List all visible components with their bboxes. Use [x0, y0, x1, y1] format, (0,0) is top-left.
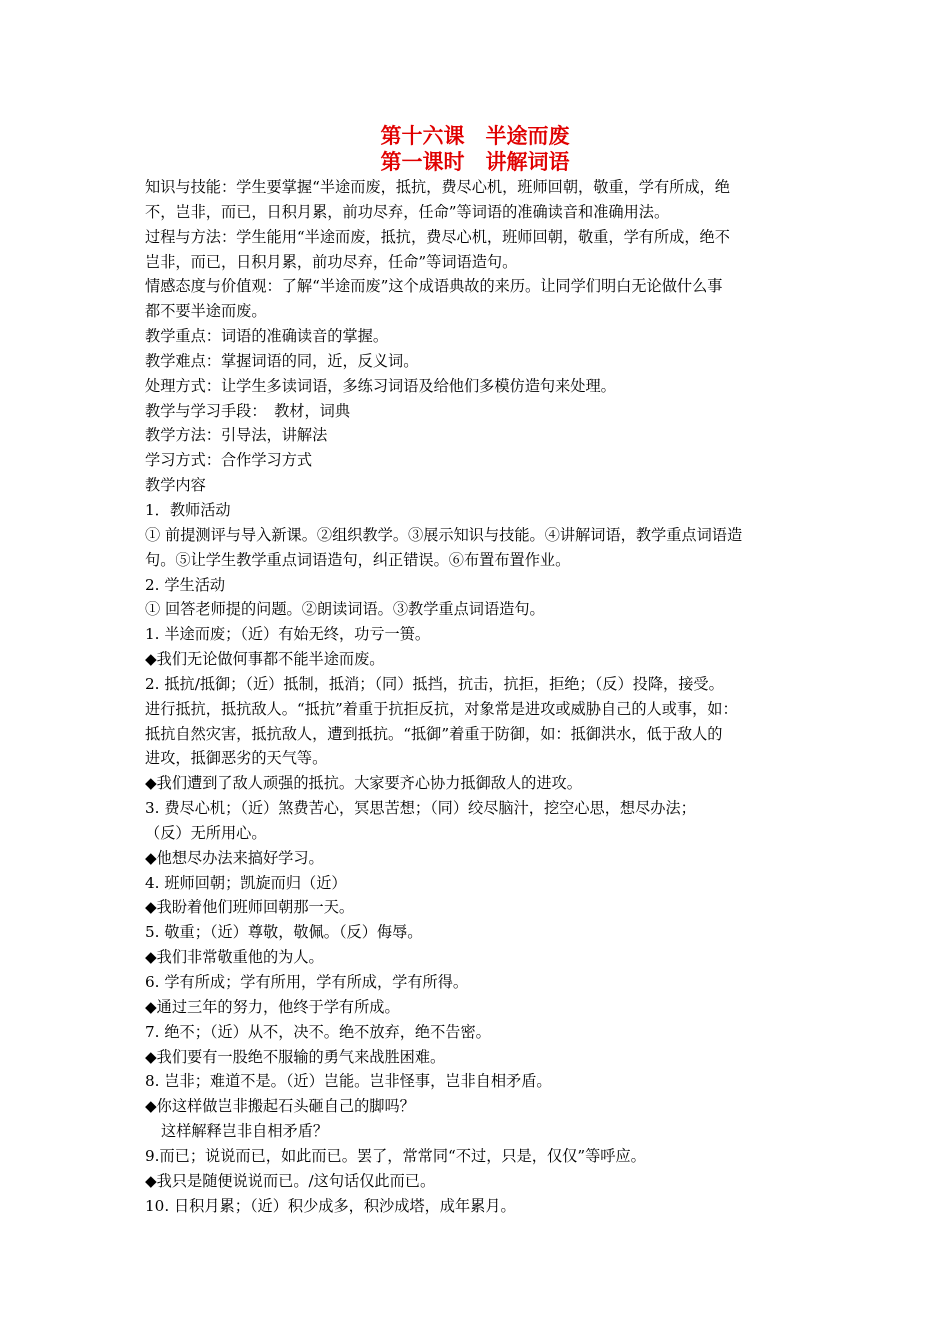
example-sentence: ◆通过三年的努力，他终于学有所成。 [145, 997, 400, 1016]
example-sentence: ◆他想尽办法来搞好学习。 [145, 848, 324, 867]
text-line: 2. 抵抗/抵御；（近）抵制，抵消；（同）抵挡，抗击，抗拒，拒绝；（反）投降，接受。 [145, 674, 724, 693]
example-sentence: ◆我们无论做何事都不能半途而废。 [145, 650, 385, 669]
text-line: 过程与方法：学生能用“半途而废，抵抗，费尽心机，班师回朝，敬重，学有所成，绝不 [145, 227, 730, 246]
document-body [145, 175, 810, 1218]
text-line: 岂非，而已，日积月累，前功尽弃，任命”等词语造句。 [145, 252, 518, 271]
example-sentence: ◆你这样做岂非搬起石头砸自己的脚吗？ [145, 1097, 415, 1116]
text-line: 10. 日积月累；（近）积少成多，积沙成塔，成年累月。 [145, 1196, 516, 1215]
text-line: 教学方法：引导法，讲解法 [145, 426, 328, 445]
text-line: 进行抵抗，抵抗敌人。“抵抗”着重于抗拒反抗，对象常是进攻或威胁自己的人或事，如： [145, 699, 738, 718]
section-heading: 教学内容 [145, 476, 206, 495]
text-line: 9.而已；说说而已，如此而已。罢了，常常同“不过，只是，仅仅”等呼应。 [145, 1146, 646, 1165]
text-line: 学习方式：合作学习方式 [145, 451, 313, 470]
text-line: 8. 岂非；难道不是。（近）岂能。岂非怪事，岂非自相矛盾。 [145, 1072, 552, 1091]
text-line: 2. 学生活动 [145, 575, 226, 594]
text-line: 句。⑤让学生教学重点词语造句，纠正错误。⑥布置布置作业。 [145, 550, 571, 569]
text-line: 知识与技能：学生要掌握“半途而废，抵抗，费尽心机，班师回朝，敬重，学有所成，绝 [145, 178, 730, 196]
lesson-subtitle: 第一课时 讲解词语 [380, 150, 570, 174]
example-sentence: ◆我们要有一股绝不服输的勇气来战胜困难。 [145, 1047, 446, 1066]
example-sentence: ◆我们遭到了敌人顽强的抵抗。大家要齐心协力抵御敌人的进攻。 [145, 774, 582, 793]
text-line: 教学难点：掌握词语的同，近，反义词。 [145, 351, 419, 370]
text-line: 都不要半途而废。 [145, 302, 267, 321]
example-sentence: ◆我只是随便说说而已。/这句话仅此而已。 [145, 1171, 436, 1190]
example-sentence: ◆我们非常敬重他的为人。 [145, 948, 324, 967]
text-line: 进攻，抵御恶劣的天气等。 [145, 749, 328, 768]
text-line: 6. 学有所成；学有所用，学有所成，学有所得。 [145, 973, 469, 991]
text-line: 处理方式：让学生多读词语，多练习词语及给他们多模仿造句来处理。 [145, 376, 616, 395]
example-sentence: 这样解释岂非自相矛盾？ [161, 1122, 329, 1141]
text-line: ① 回答老师提的问题。②朗读词语。③教学重点词语造句。 [145, 600, 545, 619]
text-line: ① 前提测评与导入新课。②组织教学。③展示知识与技能。④讲解词语，教学重点词语造 [145, 525, 743, 544]
lesson-title: 第十六课 半途而废 [380, 124, 570, 148]
text-line: 4. 班师回朝；凯旋而归（近） [145, 873, 347, 892]
text-line: 不，岂非，而已，日积月累，前功尽弃，任命”等词语的准确读音和准确用法。 [145, 202, 670, 221]
text-line: 1. 半途而废；（近）有始无终，功亏一篑。 [145, 625, 431, 644]
text-line: （反）无所用心。 [145, 823, 267, 842]
text-line: 抵抗自然灾害，抵抗敌人，遭到抵抗。“抵御”着重于防御，如：抵御洪水，低于敌人的 [145, 724, 723, 743]
text-line: 教学与学习手段： 教材，词典 [145, 401, 351, 420]
example-sentence: ◆我盼着他们班师回朝那一天。 [145, 898, 355, 917]
text-line: 3. 费尽心机；（近）煞费苦心，冥思苦想；（同）绞尽脑汁，挖空心思，想尽办法； [145, 799, 696, 818]
text-line: 1．教师活动 [145, 500, 231, 519]
text-line: 7. 绝不；（近）从不，决不。绝不放弃，绝不告密。 [145, 1022, 491, 1041]
text-line: 5. 敬重；（近）尊敬，敬佩。（反）侮辱。 [145, 923, 423, 942]
text-line: 教学重点：词语的准确读音的掌握。 [145, 327, 388, 346]
text-line: 情感态度与价值观：了解“半途而废”这个成语典故的来历。让同学们明白无论做什么事 [145, 277, 723, 296]
